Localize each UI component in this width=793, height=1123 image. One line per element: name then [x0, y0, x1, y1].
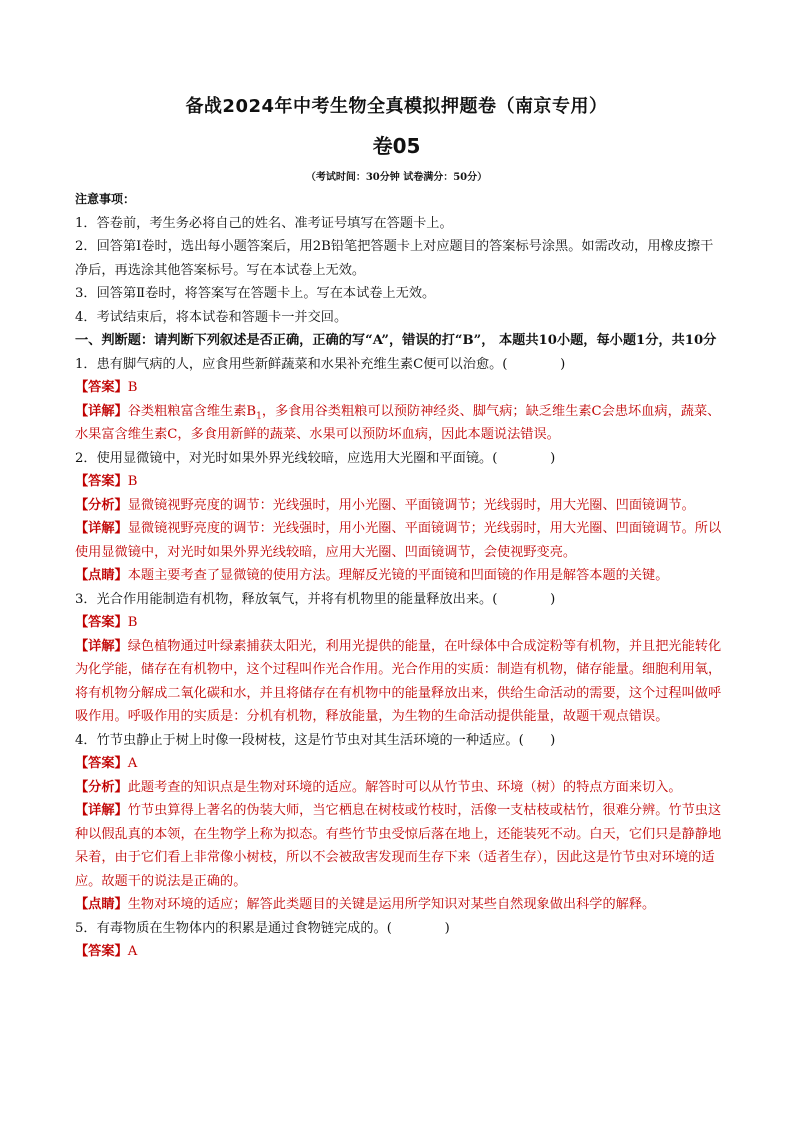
answer-value: B: [127, 615, 138, 630]
detail-label: 【详解】: [75, 638, 128, 654]
notice-item-3: 3．回答第Ⅱ卷时，将答案写在答题卡上。写在本试卷上无效。: [75, 286, 436, 301]
answer-value: A: [127, 756, 138, 771]
analysis-text: 显微镜视野亮度的调节：光线强时，用小光圈、平面镜调节；光线弱时，用大光圈、凹面镜调节。: [127, 497, 695, 513]
question-4-stem: 4．竹节虫静止于树上时像一段树枝，这是竹节虫对其生活环境的一种适应。( ): [75, 732, 556, 748]
comment-label: 【点睛】: [75, 897, 128, 912]
answer-label: 【答案】: [75, 380, 128, 395]
comment-text: 生物对环境的适应；解答此类题目的关键是运用所学知识对某些自然现象做出科学的解释。: [127, 897, 656, 912]
question-2-comment: [75, 564, 725, 588]
detail-label: 【详解】: [75, 403, 128, 419]
document-subtitle: 卷05: [372, 134, 421, 158]
notice-item-2: 2．回答第Ⅰ卷时，选出每小题答案后，用2B铅笔把答题卡上对应题目的答案标号涂黑。如需改动，用橡皮擦干净后，再选涂其他答案标号。写在本试卷上无效。: [75, 239, 714, 278]
question-2-analysis: [75, 494, 725, 518]
analysis-label: 【分析】: [75, 779, 128, 795]
comment-label: 【点睛】: [75, 568, 128, 583]
exam-info: （考试时间：30分钟 试卷满分：50分）: [305, 172, 488, 183]
analysis-text: 此题考查的知识点是生物对环境的适应。解答时可以从竹节虫、环境（树）的特点方面来切入。: [127, 779, 682, 795]
detail-text: 显微镜视野亮度的调节：光线强时，用小光圈、平面镜调节；光线弱时，用大光圈、凹面镜调节。所以使用显微镜中，对光时如果外界光线较暗，应用大光圈、凹面镜调节，会使视野变亮。: [75, 521, 722, 560]
detail-text: 竹节虫算得上著名的伪装大师，当它栖息在树枝或竹枝时，活像一支枯枝或枯竹，很难分辨。竹节虫这种以假乱真的本领，在生物学上称为拟态。有些竹节虫受惊后落在地上，还能装死不动。白天，它们只是静静地呆着，由于它们看上非常像小树枝，所以不会被敌害发现而生存下来（适者生存），因此这是竹节虫对环境的适应。故题干的说法是正确的。: [75, 803, 722, 889]
question-3-answer: [75, 611, 725, 635]
question-2-detail: [75, 517, 725, 564]
answer-value: B: [127, 474, 138, 489]
answer-label: 【答案】: [75, 944, 128, 959]
answer-label: 【答案】: [75, 756, 128, 771]
detail-label: 【详解】: [75, 803, 128, 818]
question-5-stem: 5．有毒物质在生物体内的积累是通过食物链完成的。( ): [75, 920, 450, 936]
detail-text-cont: ，多食用谷类粗粮可以预防神经炎、脚气病；缺乏维生素C会患坏血病，蔬菜、水果富含维生素C，多食用新鲜的蔬菜、水果可以预防坏血病，因此本题说法错误。: [75, 403, 721, 442]
question-1-detail: [75, 400, 725, 447]
answer-value: B: [127, 380, 138, 395]
notice-title: 注意事项：: [75, 192, 136, 206]
detail-subscript: 1: [256, 411, 262, 422]
question-3-stem: 3．光合作用能制造有机物，释放氧气，并将有机物里的能量释放出来。( ): [75, 591, 556, 607]
question-4-answer: [75, 752, 725, 776]
section-heading: 一、判断题：请判断下列叙述是否正确，正确的写“A”，错误的打“B”， 本题共10小题，每小题1分，共10分: [75, 333, 717, 348]
question-5-answer: [75, 940, 725, 964]
question-4-comment: [75, 893, 725, 917]
analysis-label: 【分析】: [75, 497, 128, 513]
notice-item-4: 4．考试结束后，将本试卷和答题卡一并交回。: [75, 309, 348, 325]
detail-label: 【详解】: [75, 521, 128, 536]
comment-text: 本题主要考查了显微镜的使用方法。理解反光镜的平面镜和凹面镜的作用是解答本题的关键。: [127, 568, 669, 583]
question-2-answer: [75, 470, 725, 494]
question-3-detail: [75, 635, 725, 729]
question-4-analysis: [75, 776, 725, 800]
answer-label: 【答案】: [75, 615, 128, 630]
question-2-stem: 2．使用显微镜中，对光时如果外界光线较暗，应选用大光圈和平面镜。( ): [75, 450, 556, 466]
question-1-answer: [75, 376, 725, 400]
answer-label: 【答案】: [75, 474, 128, 489]
answer-value: A: [127, 944, 138, 959]
document-body: [75, 188, 725, 964]
question-1-stem: 1．患有脚气病的人，应食用些新鲜蔬菜和水果补充维生素C便可以治愈。( ): [75, 356, 566, 372]
detail-text: 谷类粗粮富含维生素B: [127, 403, 257, 419]
document-title: 备战2024年中考生物全真模拟押题卷（南京专用）: [185, 96, 608, 117]
detail-text: 绿色植物通过叶绿素捕获太阳光，利用光提供的能量，在叶绿体中合成淀粉等有机物，并且把光能转化为化学能，储存在有机物中，这个过程叫作光合作用。光合作用的实质：制造有机物，储存能量。细胞利用氧，将有机物分解成二氧化碳和水，并且将储存在有机物中的能量释放出来，供给生命活动的需要，这个过程叫做呼吸作用。呼吸作用的实质是：分机有机物，释放能量，为生物的生命活动提供能量，故题干观点错误。: [75, 638, 722, 724]
notice-item-1: 1．答卷前，考生务必将自己的姓名、准考证号填写在答题卡上。: [75, 215, 453, 231]
question-4-detail: [75, 799, 725, 893]
